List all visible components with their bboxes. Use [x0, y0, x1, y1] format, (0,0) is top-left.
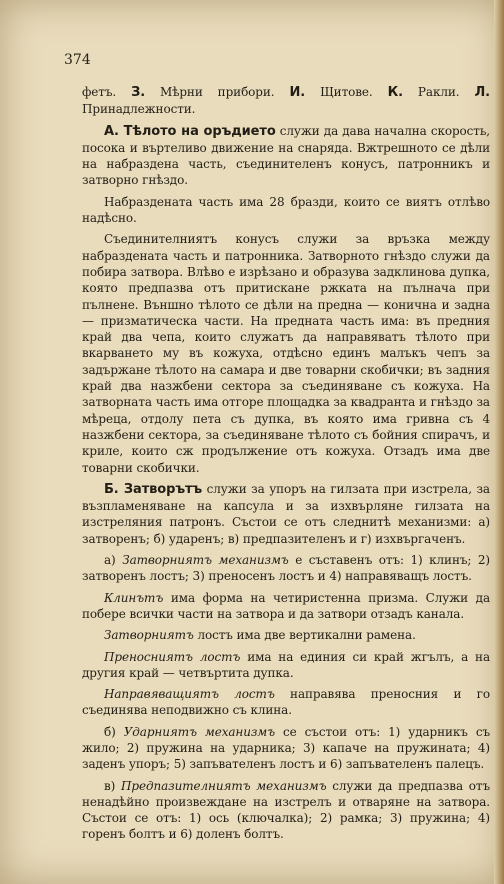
text-run: а): [104, 553, 123, 568]
bold-text: А. Тѣлото на оръдието: [104, 123, 276, 139]
paragraph: [82, 686, 490, 719]
text-run: Мѣрни прибори.: [145, 85, 290, 99]
paragraph: [82, 123, 490, 189]
text-run: служи за упоръ на гилзата при изстрела, за възпламеняване на капсула и за изхвърляне гилзата на изстреляния патронъ. Състои се отъ следнитѣ механизми: а) затворенъ; б) ударенъ; в) предпазителенъ и г) изхвъргаченъ.: [82, 481, 490, 546]
text-run: в): [104, 778, 122, 793]
paragraph: [82, 84, 490, 118]
paragraph: [82, 627, 490, 643]
paragraph: [82, 649, 490, 682]
text-run: има форма на четиристенна призма. Служи да побере всички части на затвора и да затвори отзадъ канала.: [82, 590, 490, 621]
italic-text: Предпазителниятъ механизмъ: [121, 778, 327, 793]
paragraph: [82, 590, 490, 623]
italic-text: Клинътъ: [104, 590, 164, 605]
text-run: Принадлежности.: [82, 102, 196, 117]
text-run: служи да дава начална скорость, посока и въртеливо движение на снаряда. Вжтрешното се дѣли на набраздена часть, съединителенъ конусъ, патронникъ и затворно гнѣздо.: [82, 123, 490, 188]
bold-text: К.: [387, 85, 403, 100]
text-run: Набраздената часть има 28 бразди, които се виятъ отлѣво надѣсно.: [82, 194, 490, 226]
paragraph: [82, 724, 490, 773]
text-run: направява преносния и го съединява неподвижно съ клина.: [82, 687, 490, 718]
paragraph: [82, 552, 490, 585]
bold-text: З.: [131, 85, 146, 100]
text-run: служи да предпазва отъ ненадѣйно произвеждане на изстрелъ и отваряне на затвора. Състои се отъ: 1) ось (ключалка); 2) рамка; 3) пружина; 4) горенъ болтъ и 6) доленъ болтъ.: [82, 778, 490, 842]
text-run: Ракли.: [402, 85, 475, 99]
text-run: Съединителниятъ конусъ служи за връзка между набраздената часть и патронника. Затворното гнѣздо служи да побира затвора. Влѣво е изрѣзано и образува задклинова дупка, която предпазва отъ притискане ржката на пълнача при пълнене. Външно тѣлото се дѣли на предна — конична и задна — призматическа части. На предната часть има: въ предния край два чепа, които служатъ да направяватъ тѣлото при вкарването му въ кожуха, отдѣсно единъ малъкъ чепъ за задържане тѣлото на самара и две товарни скобички; въ задния край два назжбени сектора за съединяване съ кожуха. На затворната часть има отгоре площадка за квадранта и гнѣздо за мѣреца, отдолу пета съ дупка, въ която има гривна съ 4 назжбени сектора, за съединяване тѣлото съ бойния спирачъ, и криле, които сж продължение отъ кожуха. Отзадъ има две товарни скобички.: [82, 232, 490, 475]
italic-text: Затворниятъ механизмъ: [122, 553, 289, 568]
paragraph: [82, 231, 490, 475]
bold-text: Б. Затворътъ: [104, 481, 203, 497]
text-run: е съставенъ отъ: 1) клинъ; 2) затворенъ лостъ; 3) преносенъ лостъ и 4) направяващъ лостъ.: [82, 553, 490, 584]
italic-text: Ударниятъ механизмъ: [123, 724, 276, 739]
italic-text: Преносниятъ лостъ: [104, 649, 241, 664]
italic-text: Направяващиятъ лостъ: [104, 687, 275, 702]
text-run: фетъ.: [82, 85, 132, 99]
page-edge: [494, 0, 504, 884]
text-run: б): [104, 724, 124, 739]
text-run: има на единия си край жгълъ, а на другия край — четвъртита дупка.: [82, 649, 491, 680]
bold-text: И.: [289, 85, 306, 100]
paragraph: [82, 778, 490, 843]
text-run: лостъ има две вертикални рамена.: [193, 628, 416, 643]
body-text: [82, 84, 490, 848]
text-run: се състои отъ: 1) ударникъ съ жило; 2) пружина на ударника; 3) капаче на пружината; 4) заденъ упоръ; 5) запъвателенъ лостъ и 6) запъвателенъ палецъ.: [82, 724, 490, 772]
page-number: 374: [64, 52, 91, 68]
paragraph: [82, 481, 490, 547]
paragraph: [82, 194, 490, 227]
text-run: Щитове.: [305, 85, 388, 99]
italic-text: Затворниятъ: [104, 628, 194, 643]
bold-text: Л.: [474, 85, 491, 100]
